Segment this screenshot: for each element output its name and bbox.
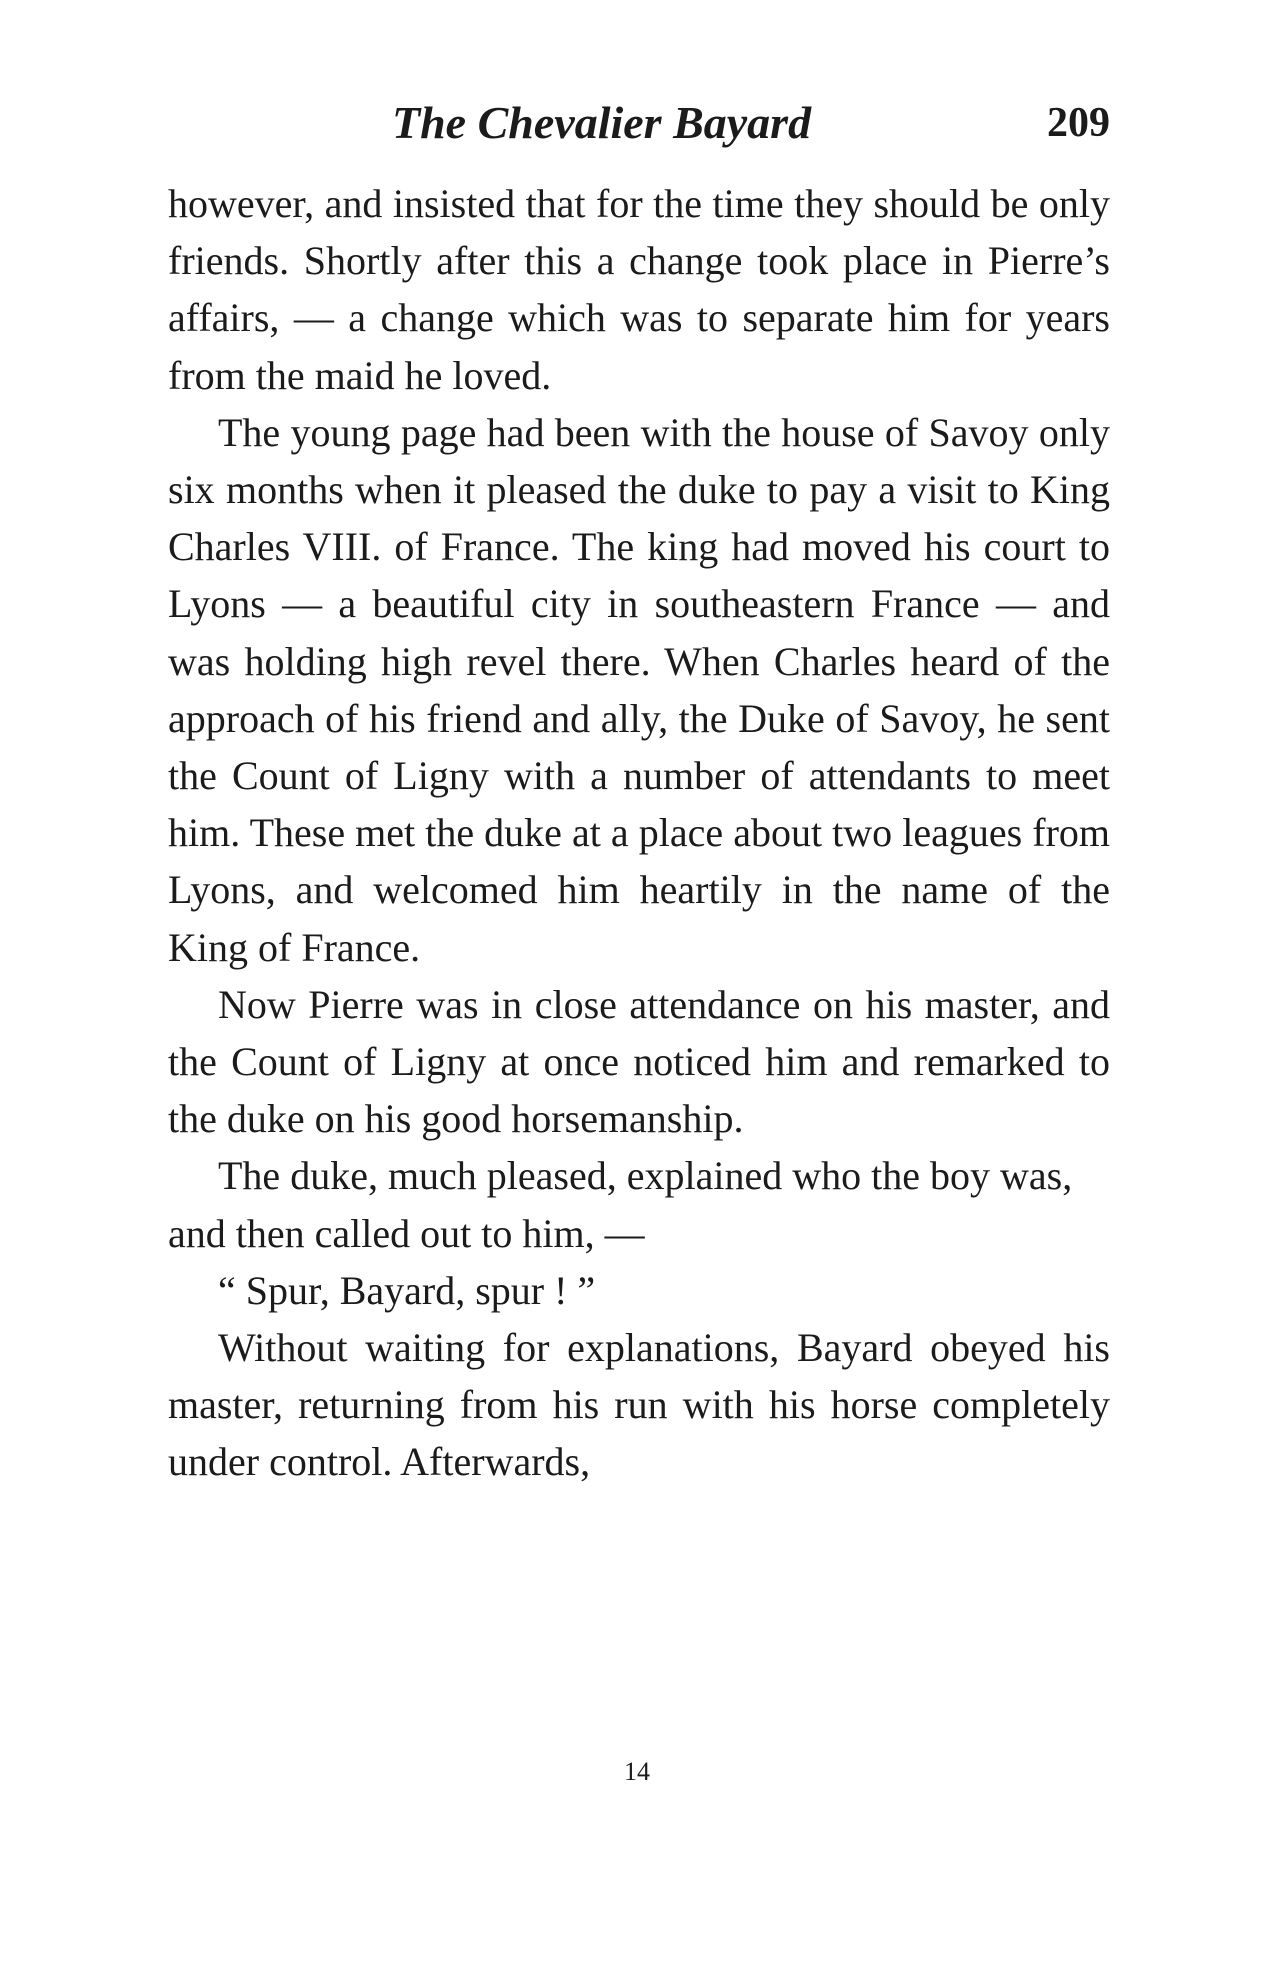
- page-number: 209: [1047, 100, 1110, 146]
- paragraph-bayard-obeys: Without waiting for explanations, Bayard obeyed his master, returning from his run with his horse completely under control. Afterwards,: [168, 1325, 1110, 1485]
- running-head: [168, 88, 1110, 158]
- running-title: The Chevalier Bayard: [392, 97, 812, 148]
- body-text: [168, 175, 1110, 1491]
- paragraph-count-notices: Now Pierre was in close attendance on his master, and the Count of Ligny at once noticed him and remarked to the duke on his good horsemanship.: [168, 981, 1110, 1142]
- paragraph-court-visit: The young page had been with the house of Savoy only six months when it pleased the duke to pay a visit to King Charles VIII. of France. The king had moved his court to Lyons — a beautiful city in southeastern France — and was holding high revel there. When Charles heard of the approach of his friend and ally, the Duke of Savoy, he sent the Count of Ligny with a number of attendants to meet him. These met the duke at a place about two leagues from Lyons, and welcomed him heartily in the name of the King of France.: [168, 409, 1110, 970]
- signature-mark: 14: [624, 1757, 650, 1786]
- paragraph-duke-calls: The duke, much pleased, explained who the boy was, and then called out to him, —: [168, 1153, 1073, 1256]
- paragraph-continued: however, and insisted that for the time they should be only friends. Shortly after this a change took place in Pierre’s affairs, — a change which was to separate him for years from the maid he loved.: [168, 181, 1110, 398]
- paragraph-spur-quote: “ Spur, Bayard, spur ! ”: [218, 1267, 596, 1313]
